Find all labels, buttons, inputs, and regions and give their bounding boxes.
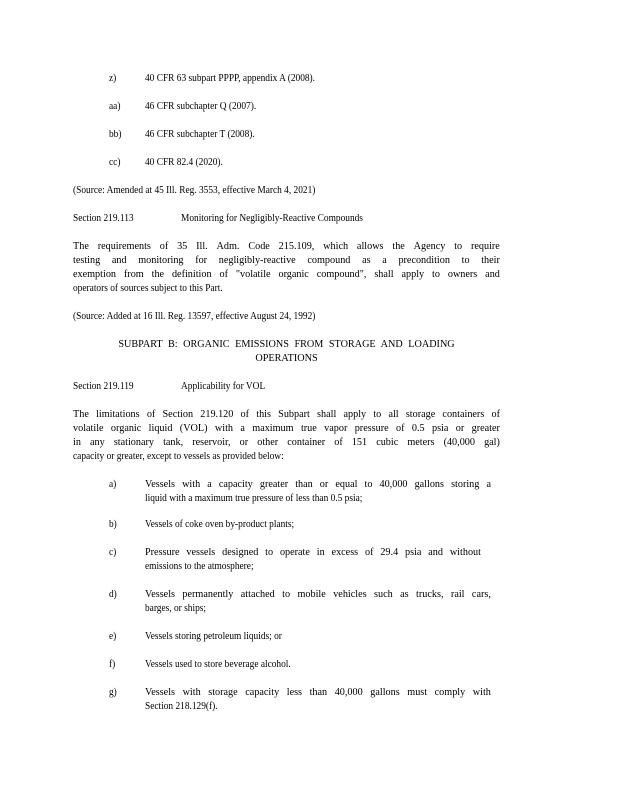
word: and — [111, 255, 127, 266]
word: in — [316, 547, 325, 558]
word: shall — [374, 269, 394, 280]
word: without — [449, 547, 481, 558]
list-label: bb) — [109, 129, 122, 140]
word: storage — [405, 409, 436, 420]
word: and — [428, 547, 443, 558]
word: of — [159, 241, 169, 252]
list-item: 40 CFR 82.4 (2020). — [145, 157, 223, 168]
word: capacity — [245, 687, 280, 698]
word: attached — [240, 589, 275, 600]
subpart-heading-cont: OPERATIONS — [255, 353, 318, 364]
section-title: Monitoring for Negligibly-Reactive Compounds — [181, 213, 363, 224]
source-note: (Source: Added at 16 Ill. Reg. 13597, effective August 24, 1992) — [73, 311, 316, 322]
word: any — [90, 437, 105, 448]
source-note: (Source: Amended at 45 Ill. Reg. 3553, effective March 4, 2021) — [73, 185, 316, 196]
word: vehicles — [333, 589, 367, 600]
word: to — [432, 269, 440, 280]
word: apply — [401, 269, 425, 280]
word: trucks, — [416, 589, 444, 600]
word: require — [470, 241, 500, 252]
list-item: 46 CFR subchapter T (2008). — [145, 129, 255, 140]
word: to — [373, 409, 382, 420]
list-label: f) — [109, 659, 116, 670]
word: exemption — [73, 269, 117, 280]
list-item-line: barges, or ships; — [145, 603, 207, 614]
word: a — [382, 255, 387, 266]
list-item-line — [145, 478, 491, 492]
word: container — [287, 437, 326, 448]
word: organic — [110, 423, 142, 434]
word: pressure — [354, 423, 389, 434]
word: with — [182, 687, 201, 698]
word: shall — [317, 409, 337, 420]
word: Code — [248, 241, 270, 252]
word: "volatile — [235, 269, 271, 280]
list-item-line — [145, 588, 491, 602]
word: designed — [222, 547, 259, 558]
word: 219.120 — [200, 409, 234, 420]
word: 29.4 — [380, 547, 399, 558]
word: with — [472, 687, 491, 698]
word: monitoring — [138, 255, 184, 266]
word: 40,000 — [379, 479, 408, 490]
word: comply — [434, 687, 466, 698]
word: a — [486, 479, 491, 490]
word: this — [256, 409, 271, 420]
word: with — [214, 423, 234, 434]
word: Ill. — [196, 241, 208, 252]
word: to — [364, 479, 373, 490]
word: all — [388, 409, 399, 420]
word: or — [319, 479, 329, 490]
word: storage — [208, 687, 238, 698]
list-item: 46 CFR subchapter Q (2007). — [145, 101, 257, 112]
word: compound — [307, 255, 351, 266]
section-number: Section 219.119 — [73, 381, 134, 392]
list-label: g) — [109, 687, 117, 698]
word: must — [407, 687, 428, 698]
list-item-line: liquid with a maximum true pressure of less than 0.5 psia; — [145, 493, 363, 504]
list-label: aa) — [109, 101, 121, 112]
word: operate — [279, 547, 310, 558]
word: as — [400, 589, 409, 600]
list-label: z) — [109, 73, 117, 84]
word: cars, — [471, 589, 491, 600]
word: Vessels — [145, 687, 175, 698]
word: cubic — [376, 437, 399, 448]
word: requirements — [97, 241, 151, 252]
word: equal — [335, 479, 358, 490]
section-number: Section 219.113 — [73, 213, 134, 224]
word: to — [282, 589, 291, 600]
word: a — [207, 479, 212, 490]
word: 0.5 — [411, 423, 425, 434]
word: Vessels — [145, 589, 175, 600]
word: organic — [278, 269, 309, 280]
paragraph-line — [73, 408, 500, 422]
word: with — [182, 479, 201, 490]
word: vapor — [324, 423, 348, 434]
word: the — [151, 269, 165, 280]
word: or — [455, 423, 465, 434]
word: greater — [471, 423, 500, 434]
word: permanently — [182, 589, 234, 600]
list-label: b) — [109, 519, 117, 530]
list-item-line: Vessels storing petroleum liquids; or — [145, 631, 282, 642]
word: Pressure — [145, 547, 180, 558]
list-item-line: Vessels of coke oven by-product plants; — [145, 519, 295, 530]
word: gallons — [370, 687, 400, 698]
word: 35 — [177, 241, 188, 252]
word: of — [219, 269, 228, 280]
word: vessels — [186, 547, 216, 558]
word: from — [123, 269, 144, 280]
word: to — [265, 547, 274, 558]
word: psia — [405, 547, 422, 558]
word: precondition — [398, 255, 450, 266]
word: of — [334, 437, 343, 448]
word: which — [323, 241, 349, 252]
paragraph-line — [73, 240, 500, 254]
word: of — [396, 423, 405, 434]
paragraph-line — [73, 422, 500, 436]
word: of — [364, 547, 374, 558]
word: than — [295, 479, 313, 490]
paragraph-line: capacity or greater, except to vessels as provided below: — [73, 451, 284, 462]
list-item-line — [145, 686, 491, 700]
word: mobile — [297, 589, 326, 600]
word: owners — [447, 269, 478, 280]
list-label: d) — [109, 589, 117, 600]
word: other — [257, 437, 279, 448]
word: for — [195, 255, 208, 266]
word: definition — [171, 269, 212, 280]
word: capacity — [218, 479, 253, 490]
word: Subpart — [278, 409, 310, 420]
word: of — [240, 409, 250, 420]
word: or — [239, 437, 249, 448]
word: such — [374, 589, 393, 600]
word: allows — [356, 241, 384, 252]
word: 151 — [351, 437, 368, 448]
list-item-line: emissions to the atmosphere; — [145, 561, 254, 572]
list-label: e) — [109, 631, 117, 642]
list-item: 40 CFR 63 subpart PPPP, appendix A (2008). — [145, 73, 316, 84]
word: apply — [343, 409, 367, 420]
word: Section — [162, 409, 194, 420]
word: liquid — [148, 423, 173, 434]
list-label: a) — [109, 479, 117, 490]
word: less — [286, 687, 303, 698]
word: in — [73, 437, 81, 448]
word: stationary — [113, 437, 154, 448]
word: containers — [442, 409, 485, 420]
word: The — [73, 241, 89, 252]
word: 40,000 — [334, 687, 363, 698]
section-title: Applicability for VOL — [181, 381, 266, 392]
paragraph-line: operators of sources subject to this Part. — [73, 283, 223, 294]
word: Agency — [413, 241, 446, 252]
list-item-line — [145, 546, 481, 560]
word: Vessels — [145, 479, 175, 490]
word: the — [392, 241, 405, 252]
list-item-line: Vessels used to store beverage alcohol. — [145, 659, 291, 670]
word: of — [491, 409, 500, 420]
subpart-heading: SUBPART B: ORGANIC EMISSIONS FROM STORAGE AND LOADING — [118, 339, 455, 350]
word: gal) — [484, 437, 500, 448]
word: maximum — [252, 423, 294, 434]
word: 215.109, — [278, 241, 315, 252]
word: volatile — [73, 423, 104, 434]
list-label: cc) — [109, 157, 121, 168]
word: negligibly-reactive — [218, 255, 296, 266]
word: their — [481, 255, 500, 266]
word: limitations — [96, 409, 140, 420]
word: to — [461, 255, 470, 266]
list-label: c) — [109, 547, 117, 558]
word: greater — [259, 479, 289, 490]
word: tank, — [163, 437, 184, 448]
word: psia — [431, 423, 449, 434]
word: testing — [73, 255, 101, 266]
word: gallons — [414, 479, 444, 490]
word: reservoir, — [192, 437, 231, 448]
word: as — [362, 255, 371, 266]
word: than — [309, 687, 328, 698]
word: meters — [407, 437, 435, 448]
word: of — [146, 409, 156, 420]
word: (40,000 — [443, 437, 475, 448]
list-item-line: Section 218.129(f). — [145, 701, 218, 712]
word: rail — [450, 589, 465, 600]
word: and — [485, 269, 500, 280]
word: The — [73, 409, 89, 420]
paragraph-line — [73, 268, 500, 282]
word: (VOL) — [179, 423, 208, 434]
paragraph-line — [73, 254, 500, 268]
word: a — [240, 423, 245, 434]
word: storing — [451, 479, 480, 490]
word: Adm. — [216, 241, 240, 252]
word: to — [454, 241, 463, 252]
word: excess — [331, 547, 359, 558]
paragraph-line — [73, 436, 500, 450]
word: true — [300, 423, 317, 434]
word: compound", — [316, 269, 367, 280]
